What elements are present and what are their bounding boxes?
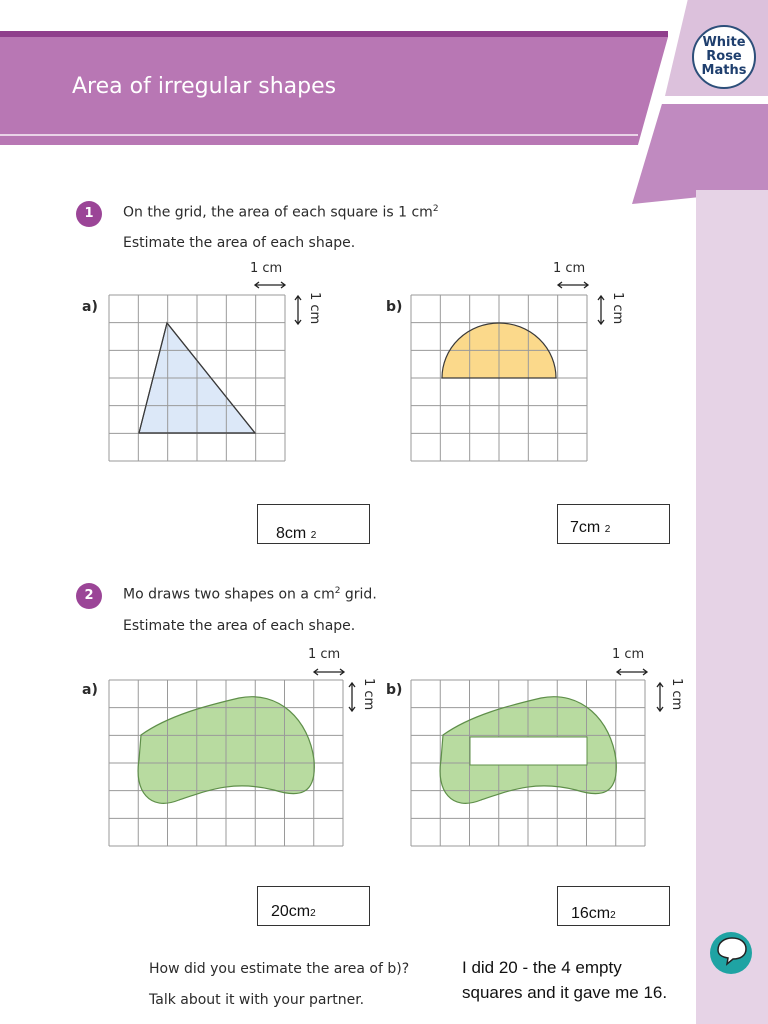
question-1-line-2: Estimate the area of each shape. (123, 235, 356, 251)
q1b-answer-subscript: 2 (604, 524, 611, 535)
banner-top-stripe (0, 31, 668, 37)
q2a-answer-box[interactable] (257, 886, 370, 926)
question-2-text-end: grid. (340, 586, 377, 603)
q2a-grid (109, 680, 343, 846)
q1a-answer-value: 8cm (276, 525, 307, 542)
q2b-scale-vertical: 1 cm (669, 678, 684, 711)
question-1-line-1 (123, 204, 439, 221)
q1a-answer-box[interactable] (257, 504, 370, 544)
logo-line-1: White (702, 35, 746, 50)
q1b-scale-vertical: 1 cm (610, 292, 625, 325)
q2a-answer-value: 20cm (271, 903, 311, 920)
corner-decoration-middle (632, 104, 768, 204)
q2a-answer-subscript: 2 (310, 908, 316, 919)
logo-line-2: Rose (706, 49, 742, 64)
superscript-2: 2 (432, 204, 439, 214)
q1b-grid (411, 295, 587, 461)
q1a-answer (276, 525, 316, 543)
white-rose-maths-logo (692, 25, 756, 89)
q2a-scale-horizontal: 1 cm (308, 647, 341, 662)
q2b-horizontal-arrow-icon (615, 667, 649, 677)
question-2-line-1 (123, 586, 377, 603)
handwritten-answer-line-2: squares and it gave me 16. (462, 983, 668, 1002)
q2b-grid (411, 680, 645, 846)
q2b-answer-value: 16cm (571, 905, 611, 922)
q2b-scale-horizontal: 1 cm (612, 647, 645, 662)
banner-underline (0, 134, 638, 136)
question-2-text: Mo draws two shapes on a cm (123, 586, 335, 603)
q1a-label: a) (82, 299, 98, 315)
q2a-vertical-arrow-icon (347, 681, 357, 713)
superscript-2: 2 (334, 586, 341, 596)
q1b-vertical-arrow-icon (596, 294, 606, 326)
q1b-answer-value: 7cm (570, 519, 601, 536)
q1b-scale-horizontal: 1 cm (553, 261, 586, 276)
prompt-line-2: Talk about it with your partner. (149, 992, 365, 1008)
q1a-answer-subscript: 2 (310, 530, 317, 541)
prompt-line-1: How did you estimate the area of b)? (149, 961, 410, 977)
side-strip (696, 190, 768, 1024)
question-1-number: 1 (76, 201, 102, 227)
q2a-label: a) (82, 682, 98, 698)
q2a-horizontal-arrow-icon (312, 667, 346, 677)
question-1-text: On the grid, the area of each square is 1 cm (123, 204, 433, 221)
q2b-answer (571, 905, 616, 923)
q2b-label: b) (386, 682, 403, 698)
q1b-horizontal-arrow-icon (556, 280, 590, 290)
empty-hole (470, 737, 587, 765)
q2a-scale-vertical: 1 cm (361, 678, 376, 711)
q2b-answer-box[interactable] (557, 886, 670, 926)
q1b-answer (570, 519, 610, 537)
q1b-label: b) (386, 299, 403, 315)
q2a-answer (271, 903, 316, 921)
question-2-number: 2 (76, 583, 102, 609)
question-2-line-2: Estimate the area of each shape. (123, 618, 356, 634)
page-title: Area of irregular shapes (72, 74, 337, 99)
handwritten-answer-line-1: I did 20 - the 4 empty (462, 958, 622, 977)
q2b-answer-subscript: 2 (610, 910, 616, 921)
speech-bubble-icon (708, 930, 754, 976)
grid-lines (109, 680, 343, 846)
q2b-vertical-arrow-icon (655, 681, 665, 713)
q1a-scale-vertical: 1 cm (307, 292, 322, 325)
q1a-horizontal-arrow-icon (253, 280, 287, 290)
grid-lines (109, 295, 285, 461)
q1a-vertical-arrow-icon (293, 294, 303, 326)
q1a-scale-horizontal: 1 cm (250, 261, 283, 276)
logo-line-3: Maths (701, 63, 747, 78)
q1a-grid (109, 295, 285, 461)
q1b-answer-box[interactable] (557, 504, 670, 544)
